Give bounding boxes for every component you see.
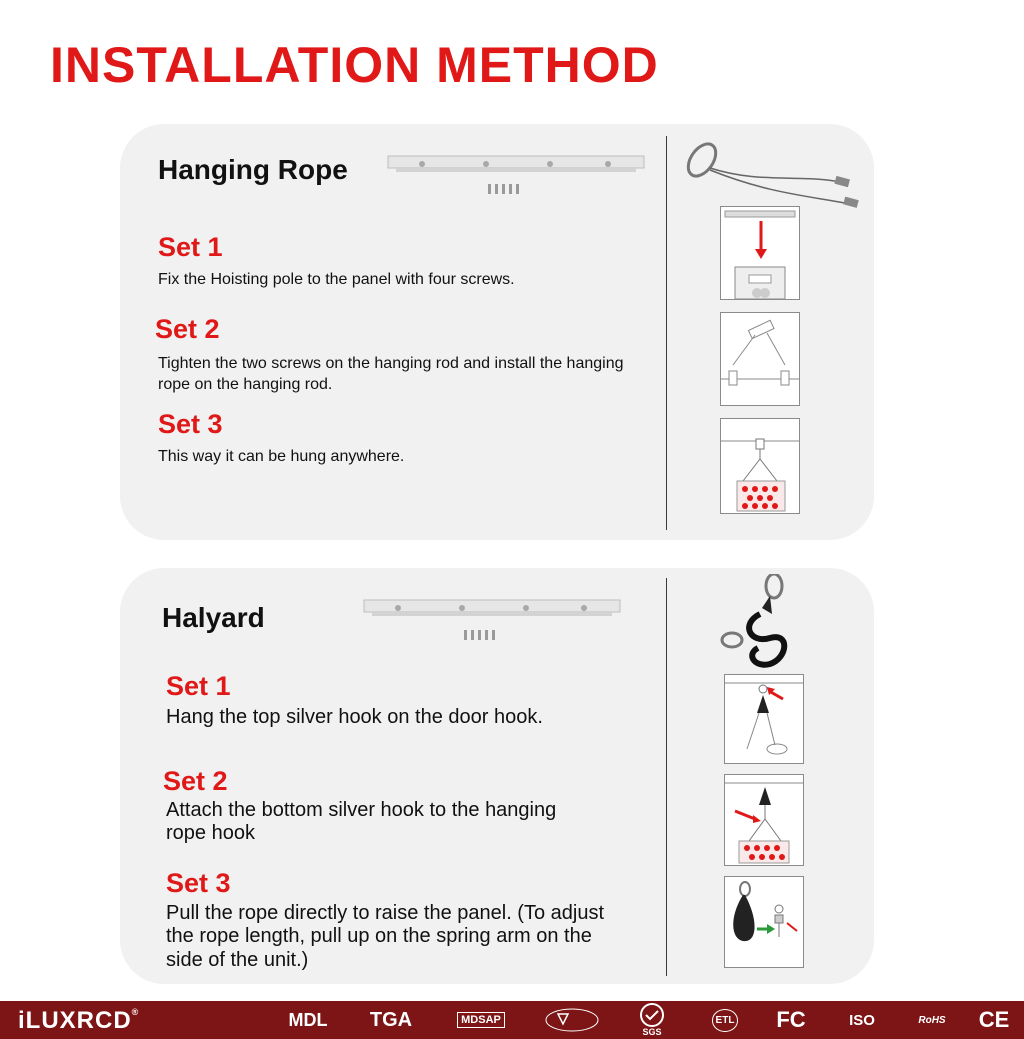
page-title: INSTALLATION METHOD — [50, 37, 659, 93]
step-3-text: Pull the rope directly to raise the panel. (To adjust the rope length, pull up on the spring arm on the side of the unit.) — [166, 902, 605, 971]
rope-ratchet-image — [710, 574, 810, 674]
card-title: Halyard — [162, 602, 265, 633]
sgs-certification: SGS — [632, 1001, 672, 1039]
step-2-text: Attach the bottom silver hook to the hanging rope hook — [166, 799, 557, 845]
tga-certification: TGA — [369, 1008, 413, 1031]
step-2-label: Set 2 — [155, 314, 220, 344]
step-1-diagram — [724, 674, 804, 764]
step-1-label: Set 1 — [158, 232, 223, 262]
hoisting-rod-image — [386, 152, 648, 200]
sgs-seal-icon — [638, 1003, 666, 1027]
mdsap-certification: MDSAP — [452, 1001, 510, 1039]
step-3-label: Set 3 — [158, 409, 223, 439]
triangle-mark-icon — [544, 1001, 600, 1039]
ce-certification: CE — [978, 1007, 1010, 1032]
step-2-text: Tighten the two screws on the hanging rod and install the hanging rope on the hanging rod. — [158, 355, 624, 394]
step-1-text: Hang the top silver hook on the door hook. — [166, 706, 543, 728]
step-3-label: Set 3 — [166, 868, 231, 898]
step-2-diagram — [724, 774, 804, 866]
mdl-certification: MDL — [288, 1009, 328, 1030]
hoisting-rod-image — [362, 596, 624, 644]
divider — [666, 136, 667, 530]
footer-banner — [0, 1001, 1024, 1039]
etl-certification: ETL — [708, 1001, 742, 1039]
fcc-certification: FC — [776, 1007, 806, 1032]
step-3-diagram — [720, 418, 800, 514]
steel-rope-hanger-image — [680, 134, 860, 214]
card-title: Hanging Rope — [158, 154, 348, 185]
iso-certification: ISO — [849, 1011, 875, 1029]
step-1-label: Set 1 — [166, 671, 231, 701]
brand-logo: iLUXRCD® — [18, 1007, 140, 1034]
step-1-text: Fix the Hoisting pole to the panel with four screws. — [158, 271, 515, 288]
rohs-certification: RoHS — [918, 1014, 946, 1026]
divider — [666, 578, 667, 976]
step-1-diagram — [720, 206, 800, 300]
step-3-diagram — [724, 876, 804, 968]
halyard-card — [120, 568, 874, 984]
step-2-diagram — [720, 312, 800, 406]
hanging-rope-card — [120, 124, 874, 540]
step-2-label: Set 2 — [163, 766, 228, 796]
step-3-text: This way it can be hung anywhere. — [158, 448, 405, 465]
